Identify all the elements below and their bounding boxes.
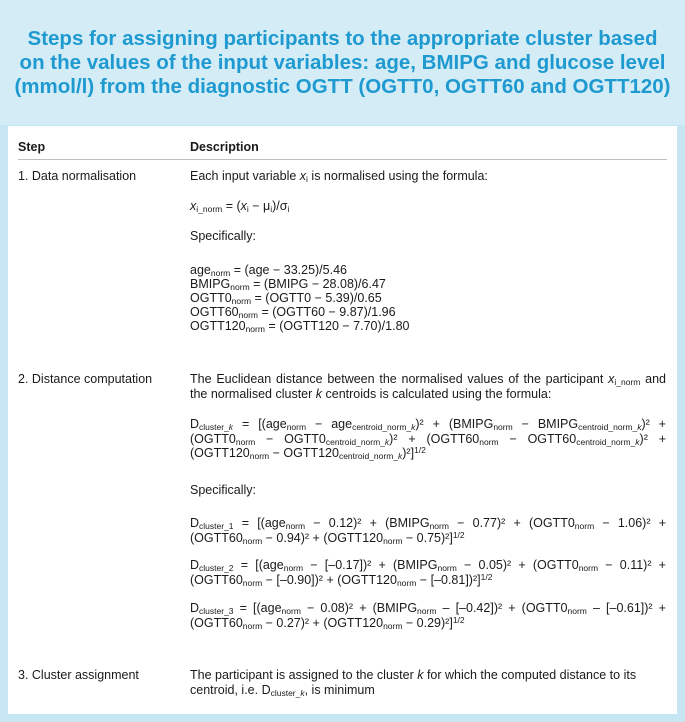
step3-text: The participant is assigned to the cluster k for which the computed distance to its centroid, i.e. $D_{cluster\_k}$, is minimum — [190, 668, 637, 698]
step2-specifically: Specifically: — [190, 483, 256, 497]
header-divider — [18, 159, 667, 160]
steps-table — [8, 126, 677, 714]
step2-label: 2. Distance computation — [18, 372, 153, 386]
header-description: Description — [190, 140, 259, 154]
step1-formula: $x_{i\_norm} = (x_i - \mu_i)/\sigma_i$ — [190, 199, 290, 214]
step2-intro: The Euclidean distance between the normalised values of the participant $x_{i\_norm}$ and the normalised cluster k centroids is calculated using the formula: — [190, 372, 666, 401]
step1-label: 1. Data normalisation — [18, 169, 137, 183]
step1-line-bmipg: $BMIPG_{norm}$ = (BMIPG − 28.08)/6.47 — [190, 277, 386, 292]
title-banner — [0, 0, 685, 125]
step2-general-formula: $D_{cluster\_k} = [(age_{norm} - age_{centroid\_norm\_k})^2$ + ($BMIPG_{norm}$ − $BMIPG_{centroid\_norm\_k})^2$ + ($OGTT0_{norm}$ − $OGTT0_{centroid\_norm\_k})^2$ + ($OGTT60_{norm}$ − $OGTT60_{centroid\_norm\_k})^2$ + ($OGTT120_{norm}$ − $OGTT120_{centroid\_norm\_k})^2]^{1/2}$ — [190, 417, 666, 461]
step1-intro: Each input variable $x_i$ is normalised using the formula: — [190, 169, 488, 184]
step1-specifically: Specifically: — [190, 229, 256, 243]
step1-line-age: age$_{norm}$ = (age − 33.25)/5.46 — [190, 263, 347, 278]
step2-cluster3: $D_{cluster\_3} = [(age_{norm} - 0.08)^2$ + $(BMIPG_{norm} - [-0.42])^2$ + $(OGTT0_{norm} - [-0.61])^2$ + $(OGTT60_{norm} - 0.27)^2$ + $(OGTT120_{norm} - 0.29)^2]^{1/2}$ — [190, 601, 666, 631]
step3-label: 3. Cluster assignment — [18, 668, 139, 682]
page-title: Steps for assigning participants to the appropriate cluster based on the values of the input variables: age, BMIPG and glucose level (mmol/l) from the diagnostic OGTT (OGTT0, OGTT60 and OGTT120) — [14, 26, 671, 98]
step2-cluster2: $D_{cluster\_2} = [(age_{norm} - [-0.17])^2$ + $(BMIPG_{norm} - 0.05)^2$ + $(OGTT0_{norm} - 0.11)^2$ + $(OGTT60_{norm} - [-0.90])^2$ + $(OGTT120_{norm} - [-0.81])^2]^{1/2}$ — [190, 558, 666, 588]
step1-line-ogtt60: $OGTT60_{norm}$ = (OGTT60 − 9.87)/1.96 — [190, 305, 396, 320]
step1-line-ogtt0: $OGTT0_{norm}$ = (OGTT0 − 5.39)/0.65 — [190, 291, 382, 306]
header-step: Step — [18, 140, 46, 154]
step1-line-ogtt120: $OGTT120_{norm}$ = (OGTT120 − 7.70)/1.80 — [190, 319, 410, 334]
step2-cluster1: $D_{cluster\_1} = [(age_{norm} - 0.12)^2$ + $(BMIPG_{norm} - 0.77)^2$ + $(OGTT0_{norm} - 1.06)^2$ + $(OGTT60_{norm} - 0.94)^2$ + $(OGTT120_{norm} - 0.75)^2]^{1/2}$ — [190, 516, 666, 546]
